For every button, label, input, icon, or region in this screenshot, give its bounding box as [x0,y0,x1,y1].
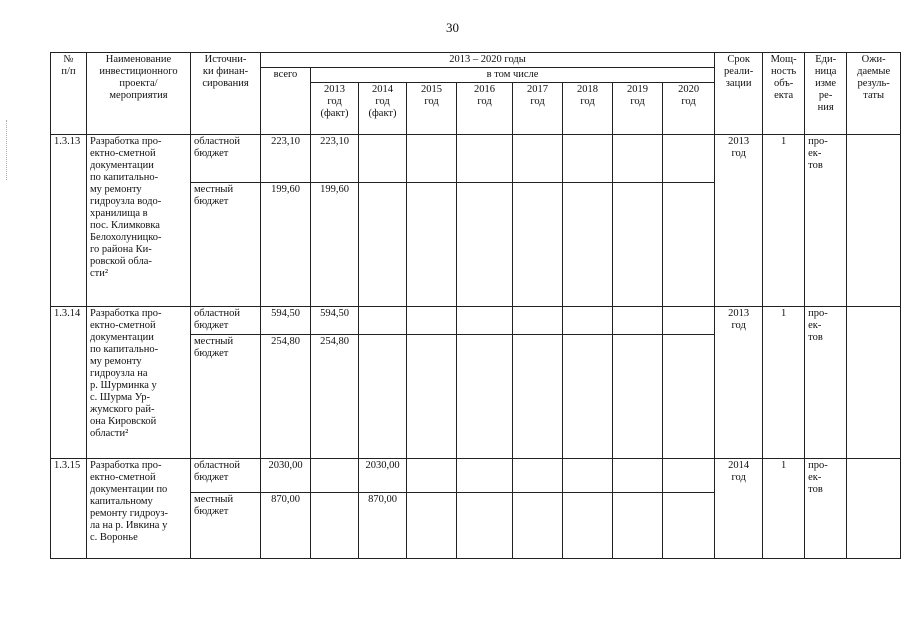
row-2020 [663,307,715,335]
row-2020 [663,493,715,559]
row-total: 594,50 [261,307,311,335]
row-results [847,459,901,559]
header-source: Источни- ки финан- сирования [191,53,261,135]
row-term: 2013 год [715,307,763,459]
row-2019 [613,307,663,335]
row-2014 [359,135,407,183]
row-name: Разработка про- ектно-сметной документации по капитально- му ремонту гидроузла водо- хранилища в пос. Климковка Белохолуницко- го района Ки- ровской обла- сти² [87,135,191,307]
row-term: 2013 год [715,135,763,307]
row-2014 [359,183,407,307]
row-2018 [563,135,613,183]
row-2013: 223,10 [311,135,359,183]
row-2017 [513,493,563,559]
row-2015 [407,493,457,559]
row-2015 [407,183,457,307]
row-unit: про- ек- тов [805,135,847,307]
header-year-2020: 2020 год [663,83,715,135]
row-2014: 870,00 [359,493,407,559]
row-2018 [563,307,613,335]
row-2013: 594,50 [311,307,359,335]
header-year-2014: 2014 год (факт) [359,83,407,135]
row-total: 2030,00 [261,459,311,493]
scan-margin-mark [6,120,8,180]
row-2013 [311,493,359,559]
row-2020 [663,335,715,459]
row-num: 1.3.15 [51,459,87,559]
row-2016 [457,493,513,559]
row-2013 [311,459,359,493]
row-capacity: 1 [763,135,805,307]
table-row [51,307,901,335]
row-2020 [663,183,715,307]
table-row [51,459,901,493]
header-incl: в том числе [311,68,715,83]
header-term: Срок реали- зации [715,53,763,135]
row-2017 [513,183,563,307]
row-2014: 2030,00 [359,459,407,493]
row-2020 [663,135,715,183]
header-capacity: Мощ- ность объ- екта [763,53,805,135]
row-unit: про- ек- тов [805,307,847,459]
row-total: 223,10 [261,135,311,183]
row-capacity: 1 [763,459,805,559]
header-year-2019: 2019 год [613,83,663,135]
investment-table [50,52,901,559]
row-2019 [613,183,663,307]
row-2015 [407,135,457,183]
row-2016 [457,307,513,335]
row-term: 2014 год [715,459,763,559]
row-capacity: 1 [763,307,805,459]
row-2018 [563,459,613,493]
row-2016 [457,183,513,307]
header-period: 2013 – 2020 годы [261,53,715,68]
header-year-2017: 2017 год [513,83,563,135]
header-num: № п/п [51,53,87,135]
header-name: Наименование инвестиционного проекта/ мероприятия [87,53,191,135]
row-name: Разработка про- ектно-сметной документации по капитальному ремонту гидроуз- ла на р. Ивкина у с. Воронье [87,459,191,559]
row-2015 [407,335,457,459]
page-number: 30 [446,20,459,35]
header-year-2013: 2013 год (факт) [311,83,359,135]
row-2015 [407,307,457,335]
row-num: 1.3.14 [51,307,87,459]
header-year-2018: 2018 год [563,83,613,135]
row-2017 [513,307,563,335]
row-2019 [613,335,663,459]
row-2018 [563,183,613,307]
header-year-2015: 2015 год [407,83,457,135]
row-2017 [513,459,563,493]
row-source: областной бюджет [191,459,261,493]
row-2016 [457,335,513,459]
row-2013: 254,80 [311,335,359,459]
row-results [847,307,901,459]
row-2020 [663,459,715,493]
row-2016 [457,459,513,493]
row-source: местный бюджет [191,493,261,559]
row-source: областной бюджет [191,307,261,335]
row-2019 [613,493,663,559]
row-2017 [513,135,563,183]
row-source: местный бюджет [191,335,261,459]
row-source: областной бюджет [191,135,261,183]
row-total: 870,00 [261,493,311,559]
row-name: Разработка про- ектно-сметной документации по капитально- му ремонту гидроузла на р. Шурминка у с. Шурма Ур- жумского рай- она Кировской области² [87,307,191,459]
row-unit: про- ек- тов [805,459,847,559]
row-2014 [359,335,407,459]
row-2019 [613,135,663,183]
row-source: местный бюджет [191,183,261,307]
row-2013: 199,60 [311,183,359,307]
header-unit: Еди- ница изме ре- ния [805,53,847,135]
row-2015 [407,459,457,493]
row-total: 254,80 [261,335,311,459]
row-2014 [359,307,407,335]
header-total: всего [261,68,311,135]
header-year-2016: 2016 год [457,83,513,135]
row-total: 199,60 [261,183,311,307]
table-row [51,135,901,183]
row-2018 [563,493,613,559]
row-2018 [563,335,613,459]
row-2017 [513,335,563,459]
row-2016 [457,135,513,183]
header-results: Ожи- даемые резуль- таты [847,53,901,135]
row-results [847,135,901,307]
row-num: 1.3.13 [51,135,87,307]
row-2019 [613,459,663,493]
